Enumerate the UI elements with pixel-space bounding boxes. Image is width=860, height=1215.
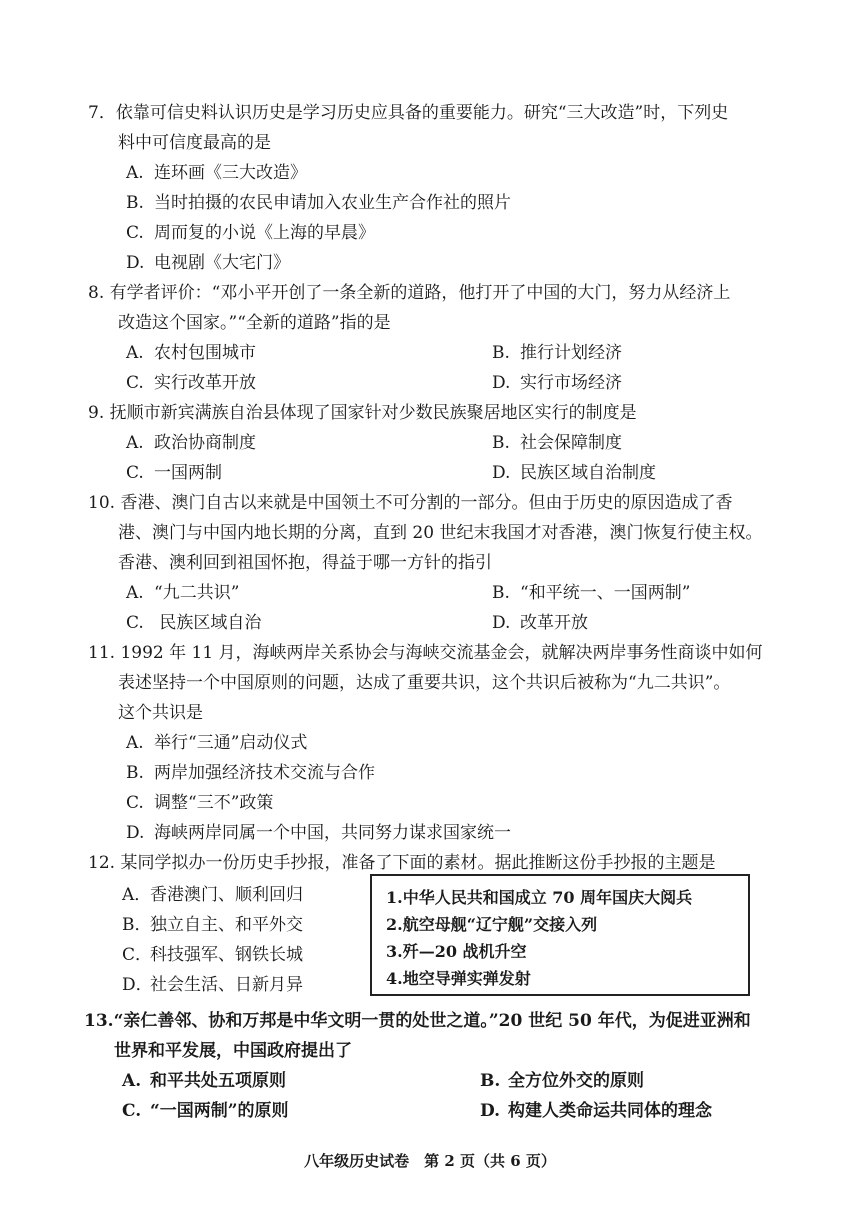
material-item: 2.航空母舰“辽宁舰”交接入列: [386, 915, 598, 934]
q8-option-a: A. 农村包围城市: [126, 343, 256, 363]
q12-option-b: B．独立自主、和平外交: [122, 915, 303, 935]
q12-option-d: D．社会生活、日新月异: [122, 975, 303, 995]
stem-line: 11. 1992 年 11 月，海峡两岸关系协会与海峡交流基金会，就解决两岸事务性商谈中如何: [88, 643, 763, 663]
material-item: 1.中华人民共和国成立 70 周年国庆大阅兵: [386, 888, 693, 907]
q11-option-b: B. 两岸加强经济技术交流与合作: [126, 763, 375, 783]
stem-line: 7．依靠可信史料认识历史是学习历史应具备的重要能力。研究“三大改造”时，下列史: [88, 103, 729, 123]
page-footer: 八年级历史试卷 第 2 页（共 6 页）: [304, 1152, 556, 1170]
q13-option-d: D. 构建人类命运共同体的理念: [480, 1101, 712, 1121]
question-7-stem: [88, 98, 788, 158]
q9-option-d: D. 民族区域自治制度: [492, 463, 656, 483]
stem-line: 这个共识是: [118, 703, 203, 723]
stem-line: 世界和平发展，中国政府提出了: [114, 1041, 352, 1061]
stem-line: 12. 某同学拟办一份历史手抄报，准备了下面的素材。据此推断这份手抄报的主题是: [88, 853, 716, 873]
question-8-stem: [88, 278, 788, 338]
q10-option-c: C. 民族区域自治: [126, 613, 262, 633]
q10-option-d: D. 改革开放: [492, 613, 588, 633]
stem-line: 表述坚持一个中国原则的问题，达成了重要共识，这个共识后被称为“九二共识”。: [118, 673, 731, 693]
q10-option-a: A. “九二共识”: [126, 583, 240, 603]
stem-line: 9. 抚顺市新宾满族自治县体现了国家针对少数民族聚居地区实行的制度是: [88, 403, 637, 423]
stem-line: 10. 香港、澳门自古以来就是中国领土不可分割的一部分。但由于历史的原因造成了香: [88, 493, 733, 513]
stem-line: 8. 有学者评价：“邓小平开创了一条全新的道路，他打开了中国的大门，努力从经济上: [88, 283, 731, 303]
q13-option-a: A. 和平共处五项原则: [122, 1071, 286, 1091]
q11-option-d: D. 海峡两岸同属一个中国，共同努力谋求国家统一: [126, 823, 511, 843]
stem-line: 13.“亲仁善邻、协和万邦是中华文明一贯的处世之道。”20 世纪 50 年代，为促进亚洲和: [84, 1011, 751, 1031]
stem-line: 改造这个国家。”“全新的道路”指的是: [118, 313, 391, 333]
question-9-stem: [88, 398, 788, 428]
material-item: 3.歼—20 战机升空: [386, 942, 527, 961]
q12-option-c: C．科技强军、钢铁长城: [122, 945, 303, 965]
q9-option-b: B. 社会保障制度: [492, 433, 622, 453]
materials-box: [370, 874, 750, 996]
q13-option-b: B. 全方位外交的原则: [480, 1071, 644, 1091]
q7-option-c: C. 周而复的小说《上海的早晨》: [126, 223, 375, 243]
stem-line: 港、澳门与中国内地长期的分离，直到 20 世纪末我国才对香港，澳门恢复行使主权。: [118, 523, 763, 543]
question-11-stem: [88, 638, 788, 728]
q8-option-c: C. 实行改革开放: [126, 373, 256, 393]
q7-option-a: A. 连环画《三大改造》: [126, 163, 307, 183]
q9-option-c: C. 一国两制: [126, 463, 222, 483]
question-13-stem: [84, 1006, 794, 1066]
q13-option-c: C. “一国两制”的原则: [122, 1101, 289, 1121]
q11-option-a: A. 举行“三通”启动仪式: [126, 733, 308, 753]
q11-option-c: C. 调整“三不”政策: [126, 793, 274, 813]
q8-option-d: D. 实行市场经济: [492, 373, 622, 393]
q7-option-b: B. 当时拍摄的农民申请加入农业生产合作社的照片: [126, 193, 511, 213]
stem-line: 料中可信度最高的是: [118, 133, 271, 153]
q9-option-a: A. 政治协商制度: [126, 433, 256, 453]
q8-option-b: B. 推行计划经济: [492, 343, 622, 363]
q7-option-d: D. 电视剧《大宅门》: [126, 253, 290, 273]
q10-option-b: B. “和平统一、一国两制”: [492, 583, 691, 603]
question-10-stem: [88, 488, 788, 578]
material-item: 4.地空导弹实弹发射: [386, 969, 531, 988]
stem-line: 香港、澳利回到祖国怀抱，得益于哪一方针的指引: [118, 553, 492, 573]
q12-option-a: A．香港澳门、顺利回归: [122, 885, 303, 905]
